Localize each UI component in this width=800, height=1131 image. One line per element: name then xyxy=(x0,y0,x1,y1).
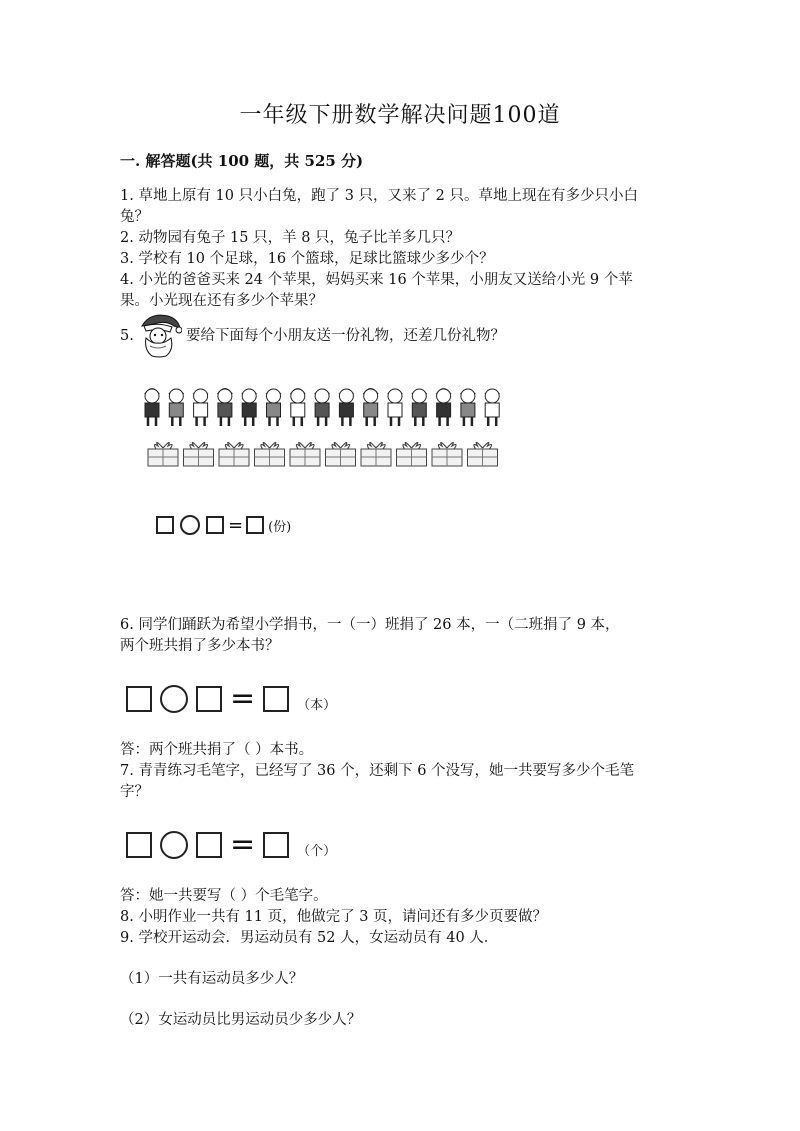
question-7-line-1: 7. 青青练习毛笔字，已经写了 36 个，还剩下 6 个没写，她一共要写多少个毛笔 xyxy=(120,763,635,779)
children-gifts-picture xyxy=(140,380,540,472)
section-heading: 一. 解答题(共 100 题，共 525 分) xyxy=(120,152,364,170)
child-figure xyxy=(484,389,500,426)
child-figure xyxy=(168,389,184,427)
unit-label: (份) xyxy=(268,519,292,535)
answer-box[interactable] xyxy=(246,516,264,534)
question-6-formula xyxy=(126,681,337,716)
question-5-number: 5. xyxy=(120,328,134,344)
question-3: 3. 学校有 10 个足球，16 个篮球，足球比篮球少多少个？ xyxy=(120,251,494,267)
child-figure xyxy=(460,389,476,427)
operator-circle[interactable] xyxy=(160,831,188,859)
blank-box[interactable] xyxy=(196,686,222,712)
child-figure xyxy=(363,388,379,426)
question-5-text: 要给下面每个小朋友送一份礼物，还差几份礼物？ xyxy=(186,328,505,344)
child-figure xyxy=(217,388,233,426)
gift-box xyxy=(255,442,285,466)
question-6-line-1: 6. 同学们踊跃为希望小学捐书，一（一）班捐了 26 本，一（二班捐了 9 本， xyxy=(120,617,620,633)
equals-sign: = xyxy=(230,681,256,716)
question-1-line-1: 1. 草地上原有 10 只小白兔，跑了 3 只，又来了 2 只。草地上现在有多少只小白 xyxy=(120,188,638,204)
gift-box xyxy=(184,442,214,466)
child-figure xyxy=(436,388,452,426)
question-6-answer: 答：两个班共捐了（ ）本书。 xyxy=(120,742,314,758)
child-figure xyxy=(314,389,330,427)
question-4-line-1: 4. 小光的爸爸买来 24 个苹果，妈妈买来 16 个苹果，小朋友又送给小光 9 个苹 xyxy=(120,272,633,288)
child-figure xyxy=(241,389,257,427)
gift-box xyxy=(361,442,391,466)
child-figure xyxy=(144,388,160,426)
gift-box xyxy=(432,442,462,466)
question-5-formula xyxy=(156,514,291,536)
gift-box xyxy=(148,442,178,466)
question-8: 8. 小明作业一共有 11 页，他做完了 3 页，请问还有多少页要做？ xyxy=(120,909,548,925)
blank-box[interactable] xyxy=(206,516,224,534)
equals-sign: = xyxy=(230,827,256,862)
gift-box xyxy=(219,442,249,466)
operator-circle[interactable] xyxy=(180,515,200,535)
question-7-line-2: 字？ xyxy=(120,784,149,800)
answer-box[interactable] xyxy=(263,686,289,712)
page-title: 一年级下册数学解决问题100道 xyxy=(239,103,561,128)
question-4-line-2: 果。小光现在还有多少个苹果？ xyxy=(120,293,323,309)
question-2: 2. 动物园有兔子 15 只，羊 8 只，兔子比羊多几只？ xyxy=(120,230,461,246)
blank-box[interactable] xyxy=(196,832,222,858)
question-9-sub-2: （2）女运动员比男运动员少多少人？ xyxy=(120,1012,362,1028)
gift-box xyxy=(397,442,427,466)
santa-icon xyxy=(136,310,182,358)
child-figure xyxy=(193,389,209,426)
child-figure xyxy=(266,389,282,426)
blank-box[interactable] xyxy=(126,832,152,858)
question-1-line-2: 兔？ xyxy=(120,209,149,225)
question-7-answer: 答：她一共要写（ ）个毛笔字。 xyxy=(120,888,328,904)
answer-box[interactable] xyxy=(263,832,289,858)
child-figure xyxy=(387,389,403,427)
equals-sign: = xyxy=(228,514,244,536)
child-figure xyxy=(290,388,306,426)
gift-box xyxy=(290,442,320,466)
blank-box[interactable] xyxy=(156,516,174,534)
gift-box xyxy=(326,442,356,466)
blank-box[interactable] xyxy=(126,686,152,712)
question-6-line-2: 两个班共捐了多少本书？ xyxy=(120,638,280,654)
child-figure xyxy=(338,389,354,426)
unit-label: （本） xyxy=(297,697,337,713)
unit-label: （个） xyxy=(297,843,337,859)
gift-box xyxy=(468,442,498,466)
question-9-sub-1: （1）一共有运动员多少人？ xyxy=(120,971,304,987)
child-figure xyxy=(411,389,427,426)
question-7-formula xyxy=(126,827,337,862)
operator-circle[interactable] xyxy=(160,685,188,713)
question-9: 9. 学校开运动会．男运动员有 52 人，女运动员有 40 人． xyxy=(120,930,499,946)
